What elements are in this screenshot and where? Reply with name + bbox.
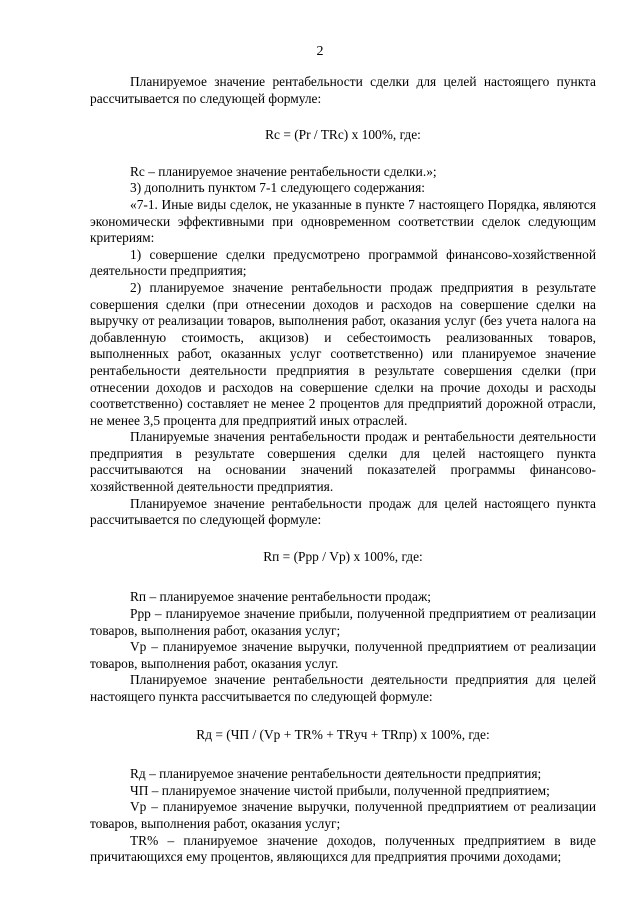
paragraph: 1) совершение сделки предусмотрено программой финансово-хозяйственной деятельности предприятия; [90,246,596,279]
formula-rp: Rп = (Ррр / Vр) x 100%, где: [263,548,423,564]
paragraph: Планируемое значение рентабельности деятельности предприятия для целей настоящего пункта рассчитывается по следующей формуле: [90,672,596,704]
paragraph: Планируемое значение рентабельности продаж для целей настоящего пункта рассчитывается по следующей формуле: [90,495,596,528]
page-number: 2 [316,44,324,59]
paragraph: Ррр – планируемое значение прибыли, полученной предприятием от реализации товаров, выполнения работ, оказания услуг; [90,606,596,638]
paragraph: TR% – планируемое значение доходов, полученных предприятием в виде причитающихся ему процентов, являющихся для предприятия прочими доходами; [90,832,596,865]
paragraph: Rс – планируемое значение рентабельности сделки.»; [130,163,437,179]
formula-rc: Rс = (Pr / TRс) x 100%, где: [265,127,421,143]
formula-rd: Rд = (ЧП / (Vр + TR% + TRуч + TRпр) x 100%, где: [196,726,490,742]
paragraph: ЧП – планируемое значение чистой прибыли, полученной предприятием; [130,782,550,798]
paragraph: Vр – планируемое значение выручки, полученной предприятием от реализации товаров, выполнения работ, оказания услуг. [90,639,596,671]
paragraph: Планируемое значение рентабельности сделки для целей настоящего пункта рассчитывается по следующей формуле: [90,74,596,106]
paragraph: Rд – планируемое значение рентабельности деятельности предприятия; [130,766,542,782]
paragraph: Rп – планируемое значение рентабельности продаж; [130,589,431,605]
paragraph: Vр – планируемое значение выручки, полученной предприятием от реализации товаров, выполнения работ, оказания услуг; [90,799,596,831]
paragraph: «7-1. Иные виды сделок, не указанные в пункте 7 настоящего Порядка, являются экономически эффективными при одновременном соответствии сделок следующим критериям: [90,196,596,246]
paragraph: 3) дополнить пунктом 7-1 следующего содержания: [130,180,425,196]
paragraph: Планируемые значения рентабельности продаж и рентабельности деятельности предприятия в результате совершения сделки для целей настоящего пункта рассчитываются на основании значений показателей программы финансово-хозяйственной деятельности предприятия. [90,429,596,495]
document-body [90,74,596,866]
paragraph: 2) планируемое значение рентабельности продаж предприятия в результате совершения сделки (при отнесении доходов и расходов на совершение сделки на выручку от реализации товаров, выполнения работ, оказания услуг (без учета налога на добавленную стоимость, акцизов) и себестоимость реализованных товаров, выполненных работ, оказанных услуг соответственно) или планируемое значение рентабельности деятельности предприятия в результате совершения сделки (при отнесении доходов и расходов на совершение сделки на прочие доходы и расходы соответственно) составляет не менее 2 процентов для предприятий дорожной отрасли, не менее 3,5 процента для предприятий иных отраслей. [90,279,596,428]
